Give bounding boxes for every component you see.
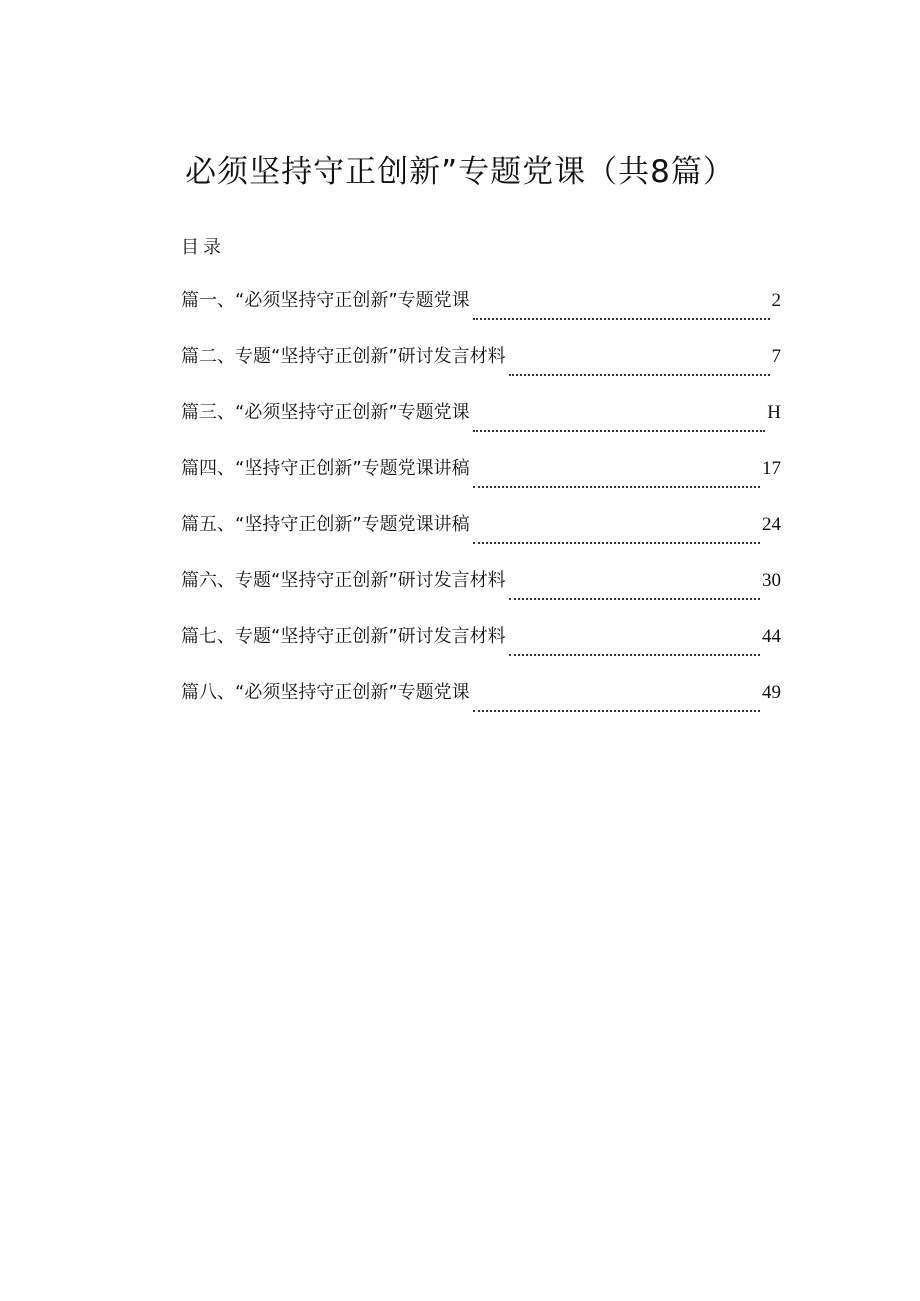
toc-item-label: 篇五、“坚持守正创新”专题党课讲稿 <box>181 514 470 535</box>
toc-page-number: 30 <box>762 570 781 591</box>
toc-dot-leader <box>473 317 770 320</box>
toc-dot-leader <box>509 373 770 376</box>
toc-dot-leader <box>473 429 766 432</box>
toc-item-1[interactable] <box>181 286 781 342</box>
toc-dot-leader <box>473 709 760 712</box>
toc-heading: 目录 <box>181 237 225 258</box>
toc-item-4[interactable] <box>181 454 781 510</box>
toc-page-number: 2 <box>771 290 781 311</box>
toc-item-label: 篇八、“必须坚持守正创新”专题党课 <box>181 682 470 703</box>
toc-page-number: 17 <box>762 458 781 479</box>
toc-page-number: 24 <box>762 514 781 535</box>
toc-dot-leader <box>473 485 760 488</box>
toc-page-number: 7 <box>771 346 781 367</box>
toc-item-3[interactable] <box>181 398 781 454</box>
toc-item-6[interactable] <box>181 566 781 622</box>
toc-item-label: 篇四、“坚持守正创新”专题党课讲稿 <box>181 458 470 479</box>
toc-item-label: 篇七、专题“坚持守正创新”研讨发言材料 <box>181 626 506 647</box>
toc-page-number: 49 <box>762 682 781 703</box>
toc-item-label: 篇六、专题“坚持守正创新”研讨发言材料 <box>181 570 506 591</box>
table-of-contents <box>181 286 781 734</box>
toc-item-2[interactable] <box>181 342 781 398</box>
document-title: 必须坚持守正创新”专题党课（共8篇） <box>185 154 735 190</box>
toc-item-label: 篇一、“必须坚持守正创新”专题党课 <box>181 290 470 311</box>
toc-item-5[interactable] <box>181 510 781 566</box>
toc-item-label: 篇二、专题“坚持守正创新”研讨发言材料 <box>181 346 506 367</box>
toc-dot-leader <box>509 597 760 600</box>
toc-dot-leader <box>473 541 760 544</box>
toc-page-number: H <box>767 402 781 423</box>
toc-item-7[interactable] <box>181 622 781 678</box>
toc-item-8[interactable] <box>181 678 781 734</box>
toc-item-label: 篇三、“必须坚持守正创新”专题党课 <box>181 402 470 423</box>
toc-page-number: 44 <box>762 626 781 647</box>
toc-dot-leader <box>509 653 760 656</box>
